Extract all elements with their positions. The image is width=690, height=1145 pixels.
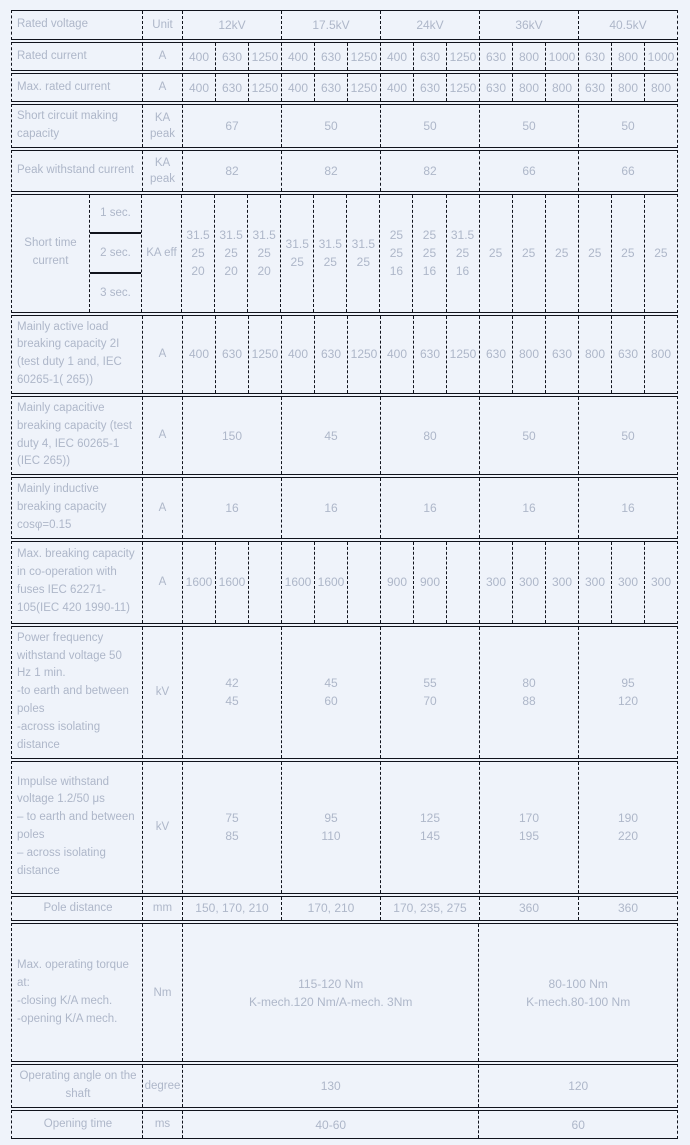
- value-cell: 1250: [248, 316, 281, 393]
- value-cell: 630: [479, 74, 512, 101]
- value-cell: 1250: [248, 43, 281, 70]
- value-line: 145: [419, 829, 441, 844]
- value-cell: 16: [479, 478, 578, 537]
- value-line: 16: [389, 264, 404, 279]
- value-line: 25: [224, 246, 238, 261]
- value-line: K-mech.120 Nm/A-mech. 3Nm: [249, 994, 413, 1009]
- value-line: 25: [257, 246, 271, 261]
- value-line: 31.5: [450, 228, 475, 243]
- row-label: Mainly inductive breaking capacity cosφ=0.15: [17, 483, 107, 531]
- value-cell: 400: [182, 316, 215, 393]
- table-row: [11, 104, 678, 148]
- value-cell: [446, 542, 479, 623]
- row-label: Peak withstand current: [17, 163, 134, 176]
- table-row: [11, 1110, 678, 1139]
- value-cell: 1250: [446, 74, 479, 101]
- unit-cell: A: [142, 542, 182, 623]
- value-cell: 12kV: [182, 11, 281, 39]
- unit-cell: kV: [142, 627, 182, 758]
- value-cell: 50: [479, 397, 578, 474]
- table-row: [11, 42, 678, 71]
- value-line: 120: [617, 694, 639, 709]
- spec-table: [11, 10, 678, 1141]
- value-cell: 1250: [347, 74, 380, 101]
- value-cell: [248, 542, 281, 623]
- label-line: -closing K/A mech.: [17, 994, 113, 1007]
- value-line: 20: [191, 264, 205, 279]
- value-cell: 120: [478, 1065, 677, 1107]
- value-cell: 36kV: [479, 11, 578, 39]
- value-line: 31.5: [351, 237, 376, 252]
- value-line: 75: [225, 811, 239, 826]
- value-cell: 630: [611, 316, 644, 393]
- value-line: 220: [617, 829, 639, 844]
- value-cell: 50: [578, 397, 677, 474]
- value-cell: 170, 235, 275: [380, 897, 479, 921]
- value-cell: 82: [281, 151, 380, 191]
- value-cell: 1250: [347, 43, 380, 70]
- value-cell: 800: [578, 316, 611, 393]
- value-cell: [578, 627, 677, 758]
- value-cell: 1600: [281, 542, 314, 623]
- value-cell: 300: [512, 542, 545, 623]
- value-line: 25: [191, 246, 205, 261]
- value-cell: 60: [478, 1111, 677, 1138]
- value-cell: [346, 195, 379, 312]
- value-cell: 800: [644, 74, 677, 101]
- row-label: [12, 627, 142, 758]
- row-label: Mainly capacitive breaking capacity (test duty 4, IEC 60265-1 (IEC 265)): [17, 401, 133, 468]
- value-cell: 82: [182, 151, 281, 191]
- label-line: Power frequency withstand voltage 50 Hz 1 min.: [17, 631, 122, 680]
- value-cell: 82: [380, 151, 479, 191]
- value-line: 31.5: [219, 228, 243, 243]
- value-cell: 800: [611, 74, 644, 101]
- value-cell: 800: [611, 43, 644, 70]
- label-line: -to earth and between poles: [17, 685, 129, 715]
- value-cell: [182, 627, 281, 758]
- value-cell: 1250: [446, 43, 479, 70]
- value-line: 25: [455, 246, 470, 261]
- value-cell: 24kV: [380, 11, 479, 39]
- value-line: 16: [422, 264, 437, 279]
- value-cell: 800: [644, 316, 677, 393]
- value-line: 195: [518, 829, 540, 844]
- value-cell: [281, 762, 380, 893]
- value-cell: 1250: [347, 316, 380, 393]
- value-cell: [313, 195, 346, 312]
- value-cell: 630: [314, 74, 347, 101]
- value-cell: 800: [512, 43, 545, 70]
- value-cell: 1250: [248, 74, 281, 101]
- value-cell: [380, 627, 479, 758]
- row-label: Rated voltage: [17, 18, 88, 31]
- row-label: Max. rated current: [17, 80, 111, 93]
- value-cell: 630: [413, 316, 446, 393]
- value-line: 25: [290, 255, 304, 270]
- unit-cell: A: [142, 397, 182, 474]
- value-cell: 800: [545, 74, 578, 101]
- value-cell: 400: [380, 43, 413, 70]
- value-cell: 630: [479, 316, 512, 393]
- value-cell: 66: [578, 151, 677, 191]
- table-row: [11, 194, 678, 313]
- value-cell: 67: [182, 105, 281, 147]
- value-cell: 40-60: [182, 1111, 478, 1138]
- value-line: 115-120 Nm: [298, 976, 364, 991]
- table-row: [11, 541, 678, 624]
- value-cell: [181, 195, 214, 312]
- value-cell: 300: [545, 542, 578, 623]
- value-cell: 25: [512, 195, 545, 312]
- value-line: 16: [455, 264, 470, 279]
- value-cell: [479, 627, 578, 758]
- value-cell: 50: [578, 105, 677, 147]
- value-cell: 630: [215, 316, 248, 393]
- table-row: [11, 73, 678, 102]
- value-cell: 630: [413, 43, 446, 70]
- value-line: 25: [389, 246, 404, 261]
- unit-cell: KA peak: [142, 105, 182, 147]
- row-label: Short circuit making capacity: [17, 110, 118, 140]
- value-cell: 400: [380, 316, 413, 393]
- value-cell: [479, 762, 578, 893]
- value-cell: 300: [644, 542, 677, 623]
- row-label: Operating angle on the shaft: [19, 1070, 137, 1101]
- value-cell: [347, 542, 380, 623]
- value-line: 170: [518, 811, 540, 826]
- value-cell: [182, 924, 478, 1061]
- label-line: Max. operating torque at:: [17, 959, 129, 990]
- value-cell: [247, 195, 280, 312]
- value-line: 55: [423, 676, 437, 691]
- unit-cell: ms: [142, 1111, 182, 1138]
- unit-cell: A: [142, 478, 182, 537]
- value-cell: 150: [182, 397, 281, 474]
- value-cell: 630: [545, 316, 578, 393]
- value-cell: 400: [281, 74, 314, 101]
- value-cell: 16: [578, 478, 677, 537]
- value-cell: 1600: [215, 542, 248, 623]
- value-line: 60: [324, 694, 338, 709]
- value-cell: 400: [281, 316, 314, 393]
- value-line: 190: [617, 811, 639, 826]
- value-cell: 630: [479, 43, 512, 70]
- value-cell: 40.5kV: [578, 11, 677, 39]
- value-cell: 50: [479, 105, 578, 147]
- table-row: [11, 923, 678, 1062]
- value-cell: 50: [380, 105, 479, 147]
- value-cell: 630: [215, 43, 248, 70]
- value-cell: [379, 195, 412, 312]
- value-cell: [214, 195, 247, 312]
- table-row: [11, 1064, 678, 1108]
- value-cell: 630: [413, 74, 446, 101]
- table-row: [11, 10, 678, 40]
- value-cell: 45: [281, 397, 380, 474]
- value-cell: 630: [215, 74, 248, 101]
- value-cell: 1250: [446, 316, 479, 393]
- value-line: 85: [225, 829, 239, 844]
- value-cell: 16: [380, 478, 479, 537]
- value-line: 20: [257, 264, 271, 279]
- value-cell: 130: [182, 1065, 478, 1107]
- row-label: Pole distance: [43, 901, 113, 914]
- unit-cell: mm: [142, 897, 182, 921]
- value-line: 125: [419, 811, 441, 826]
- value-line: K-mech.80-100 Nm: [526, 994, 631, 1009]
- value-cell: 300: [479, 542, 512, 623]
- value-cell: 800: [512, 316, 545, 393]
- value-cell: 800: [512, 74, 545, 101]
- value-line: 95: [621, 676, 635, 691]
- unit-cell: A: [142, 316, 182, 393]
- value-cell: 400: [182, 74, 215, 101]
- value-cell: 66: [479, 151, 578, 191]
- value-line: 95: [324, 811, 338, 826]
- label-line: Impulse withstand voltage 1.2/50 μs: [17, 775, 110, 806]
- label-line: -across isolating distance: [17, 720, 101, 751]
- value-cell: 630: [578, 74, 611, 101]
- table-row: [11, 315, 678, 394]
- value-cell: 400: [281, 43, 314, 70]
- value-cell: 400: [380, 74, 413, 101]
- value-cell: 630: [314, 316, 347, 393]
- value-cell: 80: [380, 397, 479, 474]
- row-label: Opening time: [43, 1117, 113, 1130]
- row-label: Max. breaking capacity in co-operation with fuses IEC 62271-105(IEC 420 1990-11): [17, 548, 135, 614]
- value-cell: [578, 762, 677, 893]
- value-cell: 25: [611, 195, 644, 312]
- value-cell: [182, 762, 281, 893]
- value-line: 70: [423, 694, 437, 709]
- value-line: 25: [422, 246, 437, 261]
- value-cell: 630: [314, 43, 347, 70]
- value-line: 80: [522, 676, 536, 691]
- unit-cell: A: [142, 74, 182, 101]
- table-row: [11, 896, 678, 922]
- value-cell: [446, 195, 479, 312]
- row-label: [12, 924, 142, 1061]
- value-line: 31.5: [252, 228, 276, 243]
- table-row: [11, 150, 678, 192]
- value-cell: 300: [578, 542, 611, 623]
- value-cell: 17.5kV: [281, 11, 380, 39]
- value-cell: 150, 170, 210: [182, 897, 281, 921]
- value-cell: 50: [281, 105, 380, 147]
- table-row: [11, 761, 678, 894]
- value-line: 88: [522, 694, 536, 709]
- value-cell: 300: [611, 542, 644, 623]
- sub-label: 2 sec.: [90, 232, 141, 272]
- unit-cell: A: [142, 43, 182, 70]
- value-cell: 170, 210: [281, 897, 380, 921]
- row-label: [12, 762, 142, 893]
- value-line: 31.5: [285, 237, 309, 252]
- value-cell: 360: [479, 897, 578, 921]
- value-cell: [380, 762, 479, 893]
- value-cell: 1000: [545, 43, 578, 70]
- value-cell: 1600: [182, 542, 215, 623]
- value-cell: [280, 195, 313, 312]
- value-line: 45: [225, 694, 239, 709]
- value-cell: [412, 195, 445, 312]
- sub-label: 1 sec.: [100, 207, 131, 220]
- row-label: Short time current: [24, 237, 77, 268]
- row-label: Mainly active load breaking capacity 2I (test duty 1 and, IEC 60265-1( 265)): [17, 320, 122, 387]
- value-line: 80-100 Nm: [548, 976, 608, 991]
- unit-cell: Unit: [142, 11, 182, 39]
- value-cell: 16: [182, 478, 281, 537]
- unit-cell: KA peak: [142, 151, 182, 191]
- value-cell: 360: [578, 897, 677, 921]
- value-cell: 25: [545, 195, 578, 312]
- value-cell: 16: [281, 478, 380, 537]
- row-label: Rated current: [17, 49, 87, 62]
- value-cell: 1600: [314, 542, 347, 623]
- label-line: – across isolating distance: [17, 846, 106, 877]
- value-line: 31.5: [186, 228, 210, 243]
- table-row: [11, 477, 678, 538]
- unit-cell: degree: [142, 1065, 182, 1107]
- value-cell: 400: [182, 43, 215, 70]
- label-line: – to earth and between poles: [17, 811, 135, 842]
- value-line: 31.5: [318, 237, 342, 252]
- unit-cell: KA eff: [141, 195, 181, 312]
- value-line: 25: [323, 255, 337, 270]
- sub-label: 3 sec.: [90, 272, 141, 312]
- value-cell: [478, 924, 677, 1061]
- value-cell: 1000: [644, 43, 677, 70]
- value-line: 25: [422, 228, 437, 243]
- value-cell: 900: [380, 542, 413, 623]
- table-row: [11, 626, 678, 759]
- table-row: [11, 396, 678, 475]
- unit-cell: kV: [142, 762, 182, 893]
- value-line: 110: [321, 829, 341, 844]
- value-line: 20: [224, 264, 238, 279]
- value-line: 42: [225, 676, 239, 691]
- value-line: 25: [356, 255, 371, 270]
- value-line: 25: [389, 228, 404, 243]
- value-line: 45: [324, 676, 338, 691]
- value-cell: 900: [413, 542, 446, 623]
- sub-column: [89, 195, 141, 312]
- value-cell: [281, 627, 380, 758]
- unit-cell: Nm: [142, 924, 182, 1061]
- value-cell: 630: [578, 43, 611, 70]
- value-cell: 25: [578, 195, 611, 312]
- label-line: -opening K/A mech.: [17, 1012, 118, 1025]
- value-cell: 25: [644, 195, 677, 312]
- value-cell: 25: [479, 195, 512, 312]
